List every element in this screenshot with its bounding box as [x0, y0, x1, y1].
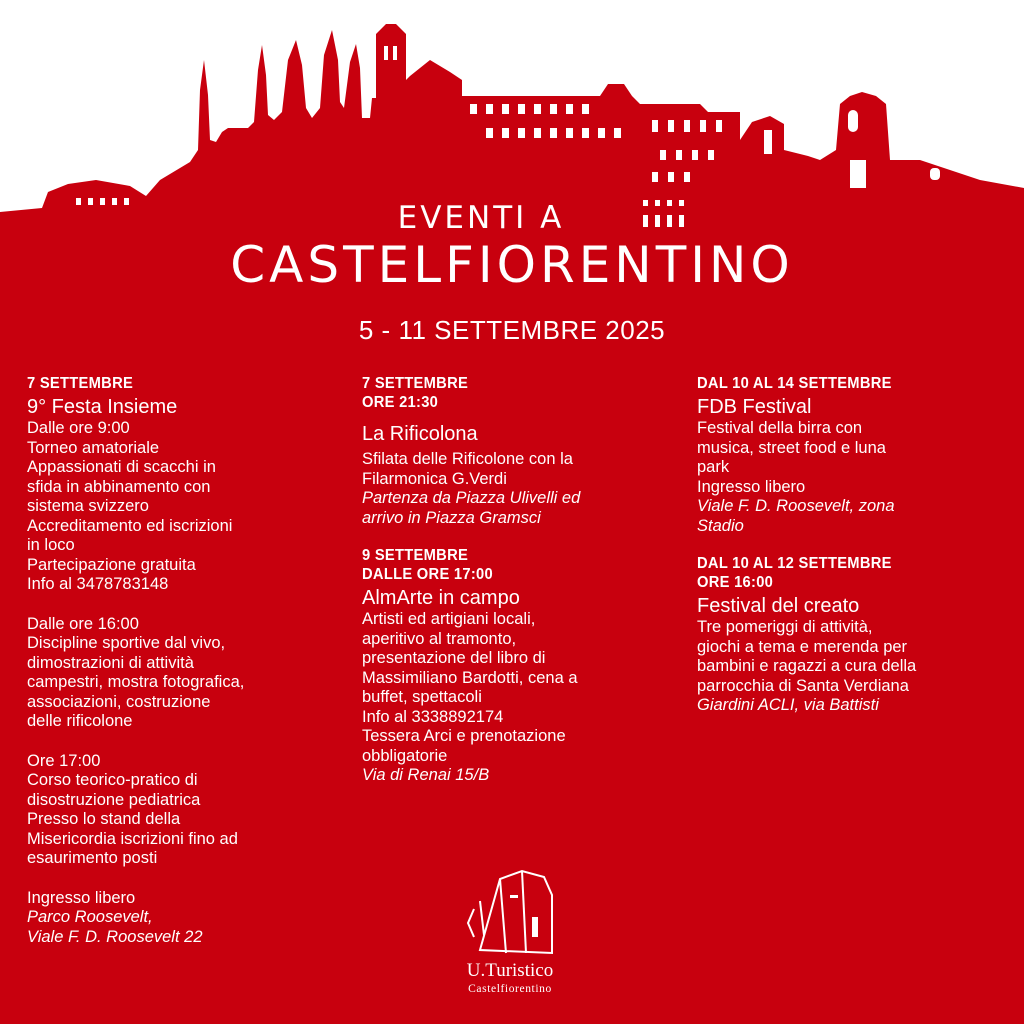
event-text-afternoon: Dalle ore 16:00 Discipline sportive dal vivo, dimostrazioni di attività campestri, mostra fotografica, associazioni, costruzione delle rificolone — [27, 614, 245, 730]
event-title: Festival del creato — [697, 595, 860, 617]
column-settembre-events — [362, 374, 682, 786]
date-range: 5 - 11 SETTEMBRE 2025 — [358, 315, 666, 345]
tower-logo-icon — [440, 865, 580, 960]
event-title: 9° Festa Insieme — [27, 396, 178, 418]
event-text: Sfilata delle Rificolone con la Filarmonica G.Verdi — [362, 450, 573, 488]
title-castelfiorentino: CASTELFIORENTINO — [230, 236, 794, 294]
event-text-course: Ore 17:00 Corso teorico-pratico di disostruzione pediatrica Presso lo stand della Misericordia iscrizioni fino ad esaurimento posti — [27, 751, 238, 867]
event-entry: Ingresso libero — [27, 888, 136, 907]
column-festa-insieme — [27, 374, 347, 947]
event-text-morning: Dalle ore 9:00 Torneo amatoriale Appassionati di scacchi in sfida in abbinamento con sistema svizzero Accreditamento ed iscrizioni in loco Partecipazione gratuita Info al 3478783148 — [27, 419, 233, 593]
event-location: Partenza da Piazza Ulivelli ed arrivo in Piazza Gramsci — [362, 489, 581, 527]
logo-subtitle: Castelfiorentino — [468, 983, 552, 995]
event-location: Parco Roosevelt, Viale F. D. Roosevelt 22 — [27, 908, 203, 946]
event-heading: DAL 10 AL 12 SETTEMBRE ORE 16:00 — [697, 555, 892, 591]
ufficio-turistico-logo — [440, 865, 580, 1010]
title-eventi-a: EVENTI A — [397, 200, 565, 236]
event-heading: DAL 10 AL 14 SETTEMBRE — [697, 375, 892, 392]
event-location: Giardini ACLI, via Battisti — [697, 696, 879, 714]
event-heading: 7 SETTEMBRE — [27, 375, 134, 392]
event-title: AlmArte in campo — [362, 587, 520, 609]
event-text: Artisti ed artigiani locali, aperitivo al tramonto, presentazione del libro di Massimiliano Bardotti, cena a buffet, spettacoli Info al 3338892174 Tessera Arci e prenotazione obbligatorie — [362, 610, 578, 765]
event-title: FDB Festival — [697, 396, 812, 418]
event-heading: 7 SETTEMBRE ORE 21:30 — [362, 375, 469, 411]
logo-name: U.Turistico — [466, 960, 554, 981]
event-location: Via di Renai 15/B — [362, 766, 490, 784]
event-text: Festival della birra con musica, street food e luna park Ingresso libero — [697, 419, 886, 496]
event-location: Viale F. D. Roosevelt, zona Stadio — [697, 497, 895, 535]
event-text: Tre pomeriggi di attività, giochi a tema e merenda per bambini e ragazzi a cura della parrocchia di Santa Verdiana — [697, 618, 917, 695]
event-heading: 9 SETTEMBRE DALLE ORE 17:00 — [362, 547, 493, 583]
event-title: La Rificolona — [362, 423, 478, 445]
column-festivals — [697, 374, 1007, 716]
